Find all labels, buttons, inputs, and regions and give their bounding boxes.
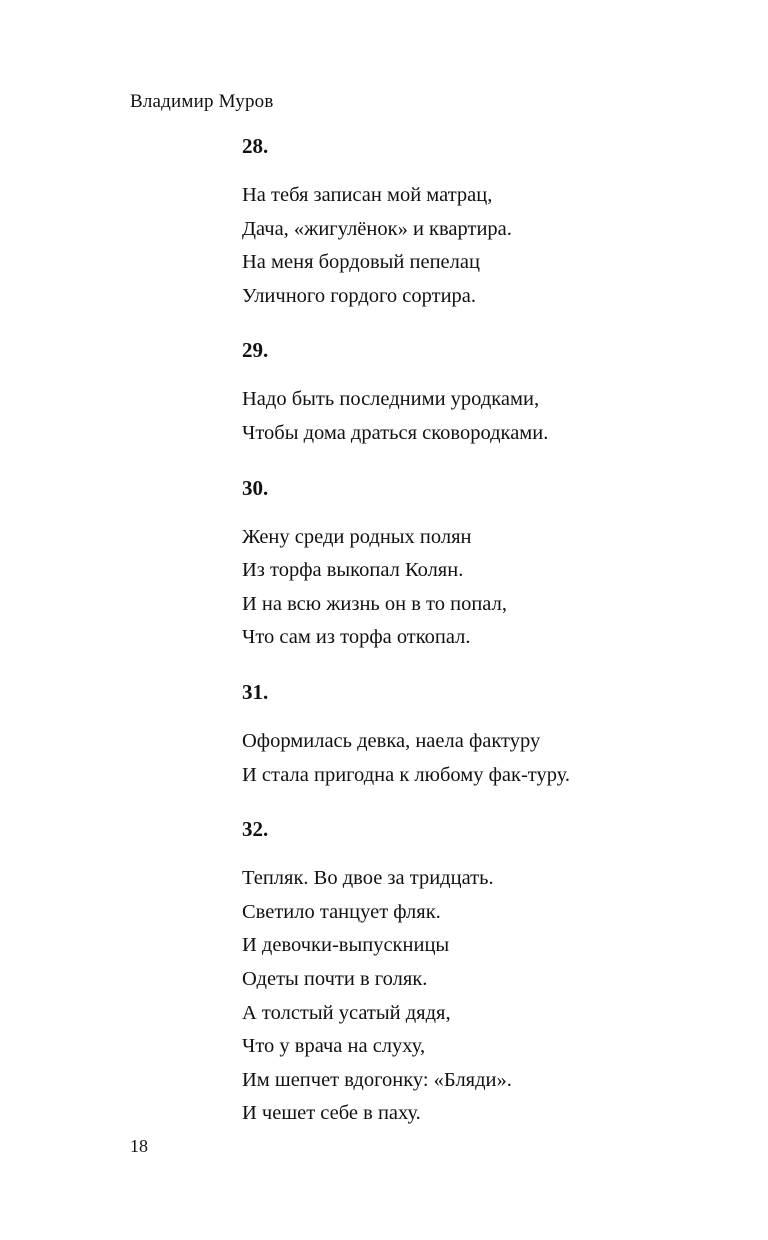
poem-line: И стала пригодна к любому фак-туру. (242, 763, 571, 786)
poem-number: 29. (242, 338, 269, 363)
poem-number: 31. (242, 679, 269, 704)
poem-line: Жену среди родных полян (242, 525, 472, 548)
poem-line: Надо быть последними уродками, (242, 388, 540, 411)
poem-lines (242, 725, 722, 792)
poem-line: И на всю жизнь он в то попал, (242, 592, 507, 615)
poem-line: И девочки-выпускницы (242, 934, 450, 957)
poem-line: Оформилась девка, наела фактуру (242, 729, 541, 752)
poem-31 (242, 677, 722, 792)
poem-line: Тепляк. Во двое за тридцать. (242, 867, 494, 890)
poem-29 (242, 335, 722, 450)
poem-line: На меня бордовый пепелац (242, 251, 480, 274)
poem-line: Дача, «жигулёнок» и квартира. (242, 217, 512, 240)
poem-lines (242, 383, 722, 450)
poem-line: На тебя записан мой матрац, (242, 184, 493, 206)
poem-line: Из торфа выкопал Колян. (242, 559, 464, 582)
running-head-author: Владимир Муров (130, 91, 274, 112)
poem-lines (242, 179, 722, 313)
poem-line: А толстый усатый дядя, (242, 1001, 451, 1024)
poem-line: Светило танцует фляк. (242, 900, 441, 923)
poem-lines (242, 521, 722, 655)
poem-line: Уличного гордого сортира. (242, 284, 477, 307)
poem-number: 32. (242, 817, 269, 842)
poems-column (242, 131, 722, 1153)
poem-line: Что у врача на слуху, (242, 1035, 426, 1058)
poem-line: Чтобы дома драться сковородками. (242, 421, 549, 444)
poem-line: И чешет себе в паху. (242, 1102, 421, 1125)
poem-line: Одеты почти в голяк. (242, 967, 428, 990)
poem-number: 28. (242, 134, 269, 158)
poem-30 (242, 473, 722, 655)
poem-lines (242, 862, 722, 1131)
poem-32 (242, 814, 722, 1131)
page-number: 18 (130, 1136, 148, 1156)
poem-line: Им шепчет вдогонку: «Бляди». (242, 1068, 512, 1091)
poem-number: 30. (242, 475, 269, 500)
poem-line: Что сам из торфа откопал. (242, 626, 471, 649)
poem-28 (242, 131, 722, 313)
